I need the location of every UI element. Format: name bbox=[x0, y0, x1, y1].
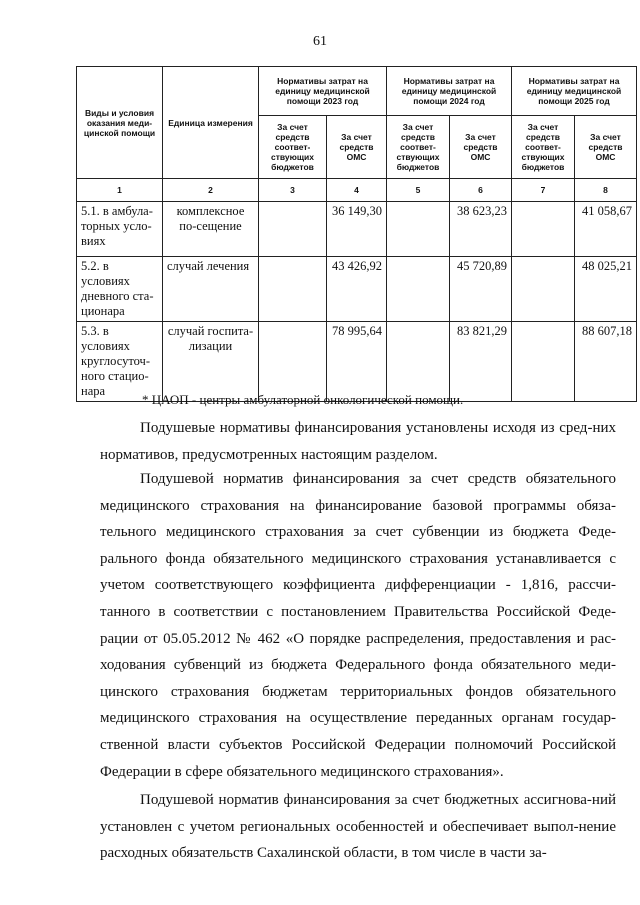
header-budget-2023: За счет средств соответ-ствующих бюджетов bbox=[259, 116, 327, 179]
paragraph-per-capita-norms: Подушевые нормативы финансирования установлены исходя из сред-них нормативов, предусмотренных настоящим разделом. bbox=[100, 420, 616, 463]
cell-oms-2023: 43 426,92 bbox=[327, 257, 387, 322]
header-group-2023: Нормативы затрат на единицу медицинской помощи 2023 год bbox=[259, 67, 387, 116]
cell-oms-2024: 38 623,23 bbox=[450, 202, 512, 257]
cell-oms-2023: 36 149,30 bbox=[327, 202, 387, 257]
cell-budget-2023 bbox=[259, 202, 327, 257]
cell-budget-2023 bbox=[259, 257, 327, 322]
cell-budget-2025 bbox=[512, 322, 575, 402]
cell-oms-2023: 78 995,64 bbox=[327, 322, 387, 402]
header-group-2025: Нормативы затрат на единицу медицинской помощи 2025 год bbox=[512, 67, 637, 116]
table-row bbox=[77, 322, 637, 402]
header-oms-2025: За счет средств ОМС bbox=[575, 116, 637, 179]
column-number: 3 bbox=[259, 179, 327, 202]
cell-unit: случай госпита-лизации bbox=[163, 322, 259, 402]
table-row bbox=[77, 257, 637, 322]
column-number: 1 bbox=[77, 179, 163, 202]
cell-care-type: 5.1. в амбула-торных усло-виях bbox=[77, 202, 163, 257]
footnote: * ЦАОП - центры амбулаторной онкологической помощи. bbox=[142, 392, 464, 407]
cell-oms-2024: 83 821,29 bbox=[450, 322, 512, 402]
column-number: 4 bbox=[327, 179, 387, 202]
column-number: 6 bbox=[450, 179, 512, 202]
column-number: 2 bbox=[163, 179, 259, 202]
cell-oms-2025: 48 025,21 bbox=[575, 257, 637, 322]
cell-unit: комплексное по-сещение bbox=[163, 202, 259, 257]
cell-care-type: 5.2. в условиях дневного ста-ционара bbox=[77, 257, 163, 322]
header-budget-2025: За счет средств соответ-ствующих бюджетов bbox=[512, 116, 575, 179]
cell-care-type: 5.3. в условиях круглосуточ-ного стацио-нара bbox=[77, 322, 163, 402]
cell-budget-2024 bbox=[387, 202, 450, 257]
column-number: 7 bbox=[512, 179, 575, 202]
header-budget-2024: За счет средств соответ-ствующих бюджетов bbox=[387, 116, 450, 179]
cell-budget-2025 bbox=[512, 202, 575, 257]
page-number: 61 bbox=[313, 34, 327, 49]
cell-oms-2025: 88 607,18 bbox=[575, 322, 637, 402]
cell-budget-2025 bbox=[512, 257, 575, 322]
cell-budget-2023 bbox=[259, 322, 327, 402]
paragraph-oms-norm: Подушевой норматив финансирования за счет средств обязательного медицинского страхования на финансирование базовой программы обяза-тельного медицинского страхования за счет субвенции из бюджета Феде-рального фонда обязательного медицинского страхования устанавливается с учетом соответствующего коэффициента дифференциации - 1,816, рассчи-танного в соответствии с постановлением Правительства Российской Феде-рации от 05.05.2012 № 462 «О порядке распределения, предоставления и рас-ходования субвенций из бюджета Федерального фонда обязательного меди-цинского страхования бюджетам территориальных фондов обязательного медицинского страхования на осуществление переданных органам государ-ственной власти субъектов Российской Федерации полномочий Российской Федерации в сфере обязательного медицинского страхования». bbox=[100, 471, 616, 780]
column-number: 8 bbox=[575, 179, 637, 202]
paragraph-budget-norm: Подушевой норматив финансирования за счет бюджетных ассигнова-ний установлен с учетом региональных особенностей и обеспечивает выпол-нение расходных обязательств Сахалинской области, в том числе в части за- bbox=[100, 792, 616, 862]
header-unit: Единица измерения bbox=[163, 67, 259, 179]
cell-budget-2024 bbox=[387, 257, 450, 322]
cell-budget-2024 bbox=[387, 322, 450, 402]
header-care-type: Виды и условия оказания меди-цинской помощи bbox=[77, 67, 163, 179]
header-oms-2024: За счет средств ОМС bbox=[450, 116, 512, 179]
table-row bbox=[77, 202, 637, 257]
cell-oms-2025: 41 058,67 bbox=[575, 202, 637, 257]
column-number: 5 bbox=[387, 179, 450, 202]
cell-unit: случай лечения bbox=[163, 257, 259, 322]
financing-norms-table bbox=[76, 66, 637, 402]
cell-oms-2024: 45 720,89 bbox=[450, 257, 512, 322]
header-oms-2023: За счет средств ОМС bbox=[327, 116, 387, 179]
header-group-2024: Нормативы затрат на единицу медицинской помощи 2024 год bbox=[387, 67, 512, 116]
